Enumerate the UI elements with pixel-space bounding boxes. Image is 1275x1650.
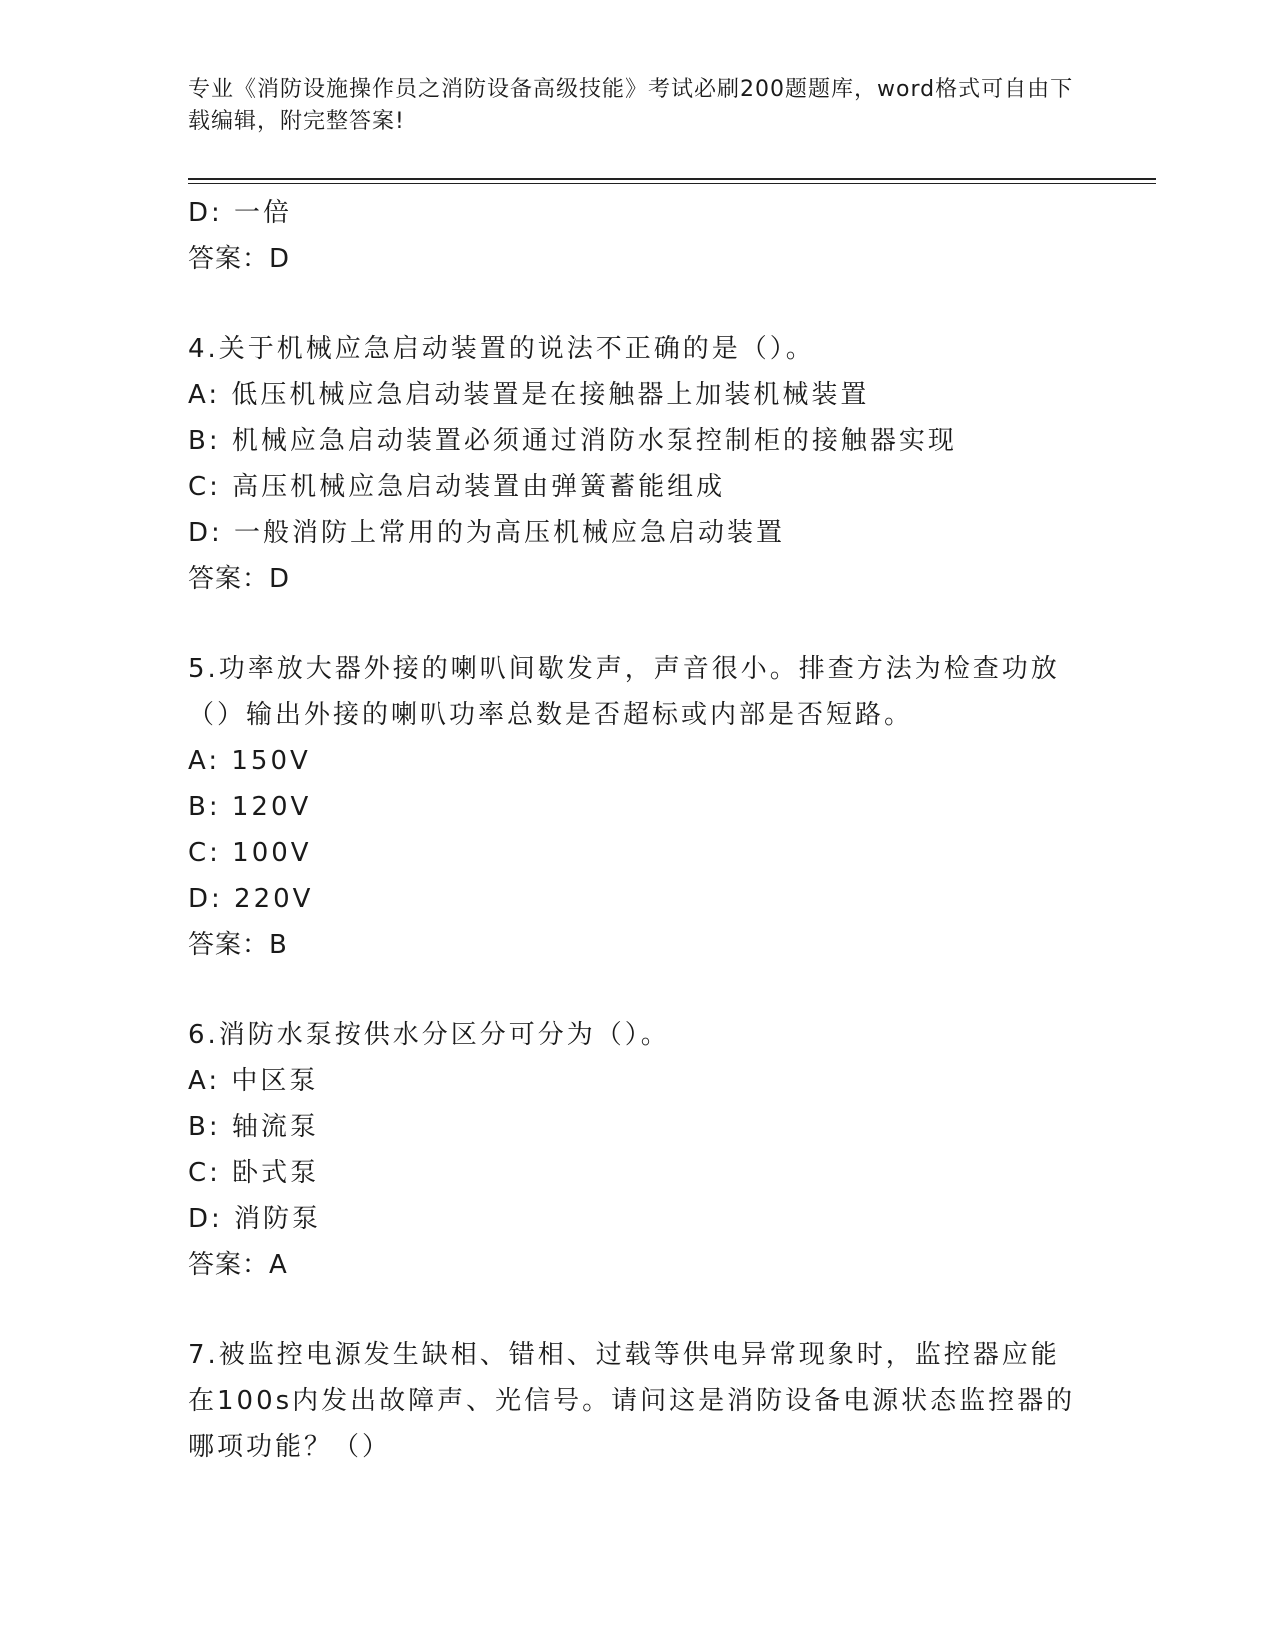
q4-answer: 答案：D: [188, 564, 291, 594]
header-divider-thick: [188, 178, 1156, 180]
q5-question-line1: 5.功率放大器外接的喇叭间歇发声，声音很小。排查方法为检查功放: [188, 654, 1060, 684]
q4-option-c: C: 高压机械应急启动装置由弹簧蓄能组成: [188, 472, 726, 502]
q5-option-c: C: 100V: [188, 838, 312, 868]
question-list: [188, 190, 1088, 1470]
q7-question-line3: 哪项功能？（）: [188, 1432, 392, 1462]
q5-answer: 答案：B: [188, 930, 288, 960]
q7-question-line1: 7.被监控电源发生缺相、错相、过载等供电异常现象时，监控器应能: [188, 1340, 1060, 1370]
q4-option-d: D: 一般消防上常用的为高压机械应急启动装置: [188, 518, 786, 548]
q4-option-a: A: 低压机械应急启动装置是在接触器上加装机械装置: [188, 380, 870, 410]
q3-answer: 答案：D: [188, 244, 291, 274]
q4-option-b: B: 机械应急启动装置必须通过消防水泵控制柜的接触器实现: [188, 426, 957, 456]
q6-option-d: D: 消防泵: [188, 1204, 322, 1234]
q5-question-line2: （）输出外接的喇叭功率总数是否超标或内部是否短路。: [188, 700, 914, 730]
q6-option-c: C: 卧式泵: [188, 1158, 320, 1188]
q6-option-a: A: 中区泵: [188, 1066, 319, 1096]
q4-question: 4.关于机械应急启动装置的说法不正确的是（）。: [188, 334, 815, 364]
q6-answer: 答案：A: [188, 1250, 288, 1280]
document-header: 专业《消防设施操作员之消防设备高级技能》考试必刷200题题库，word格式可自由下载编辑，附完整答案!: [188, 77, 1074, 134]
q3-option-d: D: 一倍: [188, 198, 293, 228]
q5-option-b: B: 120V: [188, 792, 312, 822]
q6-question: 6.消防水泵按供水分区分可分为（）。: [188, 1020, 670, 1050]
q5-option-d: D: 220V: [188, 884, 314, 914]
q5-option-a: A: 150V: [188, 746, 311, 776]
header-divider-thin: [188, 183, 1156, 184]
q7-question-line2: 在100s内发出故障声、光信号。请问这是消防设备电源状态监控器的: [188, 1386, 1076, 1416]
q6-option-b: B: 轴流泵: [188, 1112, 319, 1142]
